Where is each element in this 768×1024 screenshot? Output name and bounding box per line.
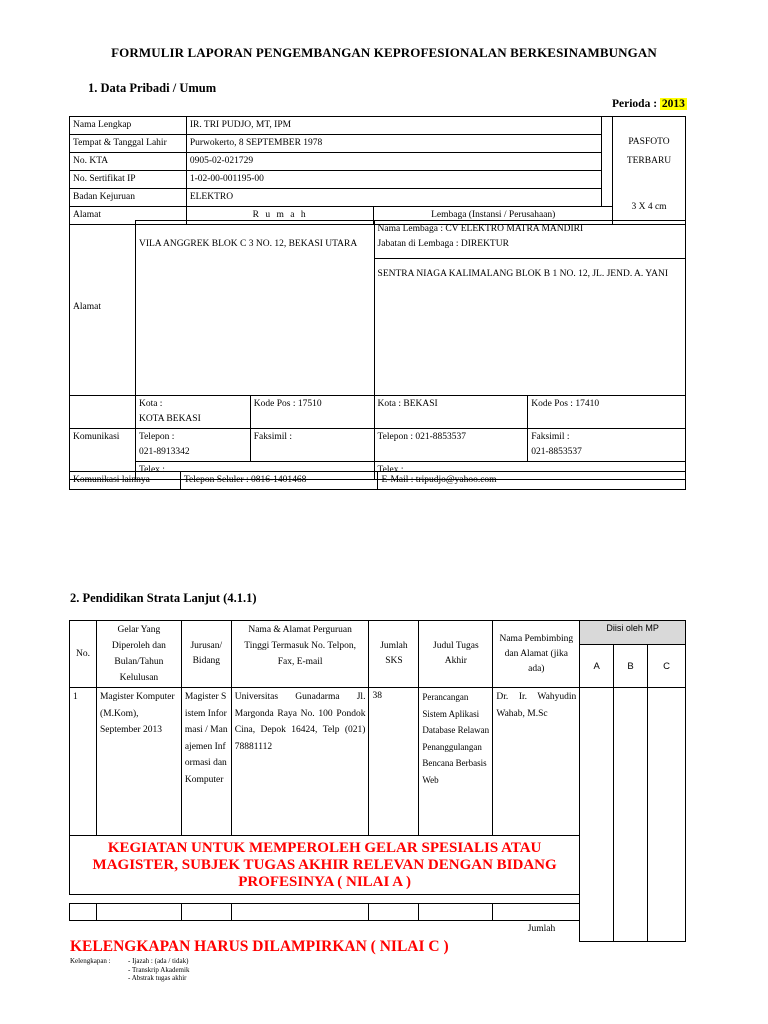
jumlah-label: Jumlah bbox=[70, 921, 580, 942]
kodepos-lembaga: Kode Pos : 17410 bbox=[528, 396, 686, 429]
th-no: No. bbox=[70, 621, 97, 688]
komunikasi-lainnya-label: Komunikasi lainnya bbox=[70, 472, 181, 490]
faksimil-lembaga bbox=[528, 429, 686, 462]
value-kejuruan: ELEKTRO bbox=[186, 189, 601, 207]
kelengkapan-label: Kelengkapan : bbox=[70, 957, 111, 965]
label-ttl: Tempat & Tanggal Lahir bbox=[70, 135, 187, 153]
kota-lembaga: Kota : BEKASI bbox=[374, 396, 528, 429]
telex-lembaga: Telex : bbox=[374, 462, 685, 480]
faksimil-lembaga-value: 021-8853537 bbox=[531, 447, 582, 457]
label-kta: No. KTA bbox=[70, 153, 187, 171]
lembaga-header: Lembaga (Instansi / Perusahaan) bbox=[374, 207, 613, 225]
alamat-cell: Alamat bbox=[70, 221, 136, 396]
gap-row bbox=[70, 895, 580, 904]
rumah-header: R u m a h bbox=[186, 207, 374, 225]
empty-6 bbox=[419, 904, 493, 921]
empty-4 bbox=[231, 904, 369, 921]
th-c: C bbox=[648, 645, 686, 688]
pasfoto-size: 3 X 4 cm bbox=[631, 202, 667, 212]
kelengkapan-item: - Ijazah : (ada / tidak) bbox=[128, 957, 189, 965]
th-sks: Jumlah SKS bbox=[369, 621, 419, 688]
empty-7 bbox=[493, 904, 580, 921]
address-table bbox=[69, 220, 686, 480]
row-jurusan: Magister Sistem Informasi / Manajemen Informasi dan Komputer bbox=[181, 688, 231, 836]
cell-b bbox=[614, 688, 648, 942]
komunikasi-lainnya-table bbox=[69, 471, 686, 490]
row-nama-alamat: Universitas Gunadarma Jl. Margonda Raya No. 100 Pondok Cina, Depok 16424, Telp (021) 78881112 bbox=[231, 688, 369, 836]
cell-a bbox=[580, 688, 614, 942]
jabatan: Jabatan di Lembaga : DIREKTUR bbox=[377, 239, 509, 249]
telepon-lembaga: Telepon : 021-8853537 bbox=[374, 429, 528, 462]
value-sertifikat: 1-02-00-001195-00 bbox=[186, 171, 601, 189]
kodepos-rumah: Kode Pos : 17510 bbox=[250, 396, 374, 429]
th-a: A bbox=[580, 645, 614, 688]
value-kta: 0905-02-021729 bbox=[186, 153, 601, 171]
pasfoto-line2: TERBARU bbox=[626, 156, 672, 166]
section2-heading: 2. Pendidikan Strata Lanjut (4.1.1) bbox=[70, 591, 257, 605]
row-judul: Perancangan Sistem Aplikasi Database Relawan Penanggulangan Bencana Berbasis Web bbox=[419, 688, 493, 836]
empty-3 bbox=[181, 904, 231, 921]
email: E-Mail : tripudjo@yahoo.com bbox=[378, 472, 686, 490]
th-b: B bbox=[614, 645, 648, 688]
nama-lembaga: Nama Lembaga : CV ELEKTRO MATRA MANDIRI bbox=[377, 224, 584, 234]
pasfoto-box bbox=[613, 117, 686, 225]
kota-value: KOTA BEKASI bbox=[138, 414, 201, 424]
telepon-rumah bbox=[135, 429, 250, 462]
empty-2 bbox=[96, 904, 181, 921]
education-table bbox=[69, 620, 686, 942]
row-sks: 38 bbox=[369, 688, 419, 836]
personal-data-table bbox=[69, 116, 686, 225]
kota-label: Kota : bbox=[138, 399, 163, 409]
value-nama: IR. TRI PUDJO, MT, IPM bbox=[186, 117, 601, 135]
komunikasi-label: Komunikasi bbox=[70, 429, 136, 480]
row-pembimbing: Dr. Ir. Wahyudin Wahab, M.Sc bbox=[493, 688, 580, 836]
th-gelar: Gelar Yang Diperoleh dan Bulan/Tahun Kelulusan bbox=[96, 621, 181, 688]
seluler: Telepon Seluler : 0816-1401468 bbox=[180, 472, 378, 490]
empty-1 bbox=[70, 904, 97, 921]
kelengkapan-item: - Abstrak tugas akhir bbox=[128, 974, 187, 982]
faksimil-rumah: Faksimil : bbox=[250, 429, 374, 462]
th-pembimbing: Nama Pembimbing dan Alamat (jika ada) bbox=[493, 621, 580, 688]
empty-5 bbox=[369, 904, 419, 921]
alamat-label: Alamat bbox=[70, 207, 187, 225]
label-nama: Nama Lengkap bbox=[70, 117, 187, 135]
rumah-address: VILA ANGGREK BLOK C 3 NO. 12, BEKASI UTARA bbox=[135, 221, 374, 396]
lembaga-info bbox=[374, 221, 685, 259]
telex-rumah: Telex : bbox=[135, 462, 374, 480]
th-diisi-mp: Diisi oleh MP bbox=[580, 621, 686, 645]
periode-label: Perioda : bbox=[612, 98, 658, 110]
section1-heading: 1. Data Pribadi / Umum bbox=[88, 81, 217, 95]
cell-c bbox=[648, 688, 686, 942]
kota-row-spacer bbox=[70, 396, 136, 429]
row-gelar: Magister Komputer (M.Kom), September 2013 bbox=[96, 688, 181, 836]
row-no: 1 bbox=[70, 688, 97, 836]
telepon-label: Telepon : bbox=[138, 432, 175, 442]
lembaga-address: SENTRA NIAGA KALIMALANG BLOK B 1 NO. 12, JL. JEND. A. YANI bbox=[374, 258, 685, 395]
pasfoto-line1: PASFOTO bbox=[628, 137, 670, 147]
th-nama-alamat: Nama & Alamat Perguruan Tinggi Termasuk No. Telpon, Fax, E-mail bbox=[231, 621, 369, 688]
kelengkapan-item: - Transkrip Akademik bbox=[128, 965, 190, 974]
label-kejuruan: Badan Kejuruan bbox=[70, 189, 187, 207]
th-judul: Judul Tugas Akhir bbox=[419, 621, 493, 688]
kelengkapan-list bbox=[128, 957, 189, 983]
kota-rumah bbox=[135, 396, 250, 429]
periode bbox=[612, 98, 687, 110]
spacer bbox=[602, 117, 613, 207]
value-ttl: Purwokerto, 8 SEPTEMBER 1978 bbox=[186, 135, 601, 153]
form-title: FORMULIR LAPORAN PENGEMBANGAN KEPROFESIONALAN BERKESINAMBUNGAN bbox=[111, 45, 657, 60]
th-jurusan: Jurusan/ Bidang bbox=[181, 621, 231, 688]
kelengkapan-title: KELENGKAPAN HARUS DILAMPIRKAN ( NILAI C ) bbox=[70, 938, 449, 955]
red-banner: KEGIATAN UNTUK MEMPEROLEH GELAR SPESIALIS ATAU MAGISTER, SUBJEK TUGAS AKHIR RELEVAN DENGAN BIDANG PROFESINYA ( NILAI A ) bbox=[70, 836, 580, 895]
label-sertifikat: No. Sertifikat IP bbox=[70, 171, 187, 189]
faksimil-lembaga-label: Faksimil : bbox=[531, 432, 570, 442]
periode-value: 2013 bbox=[661, 98, 685, 110]
telepon-value: 021-8913342 bbox=[138, 447, 190, 457]
